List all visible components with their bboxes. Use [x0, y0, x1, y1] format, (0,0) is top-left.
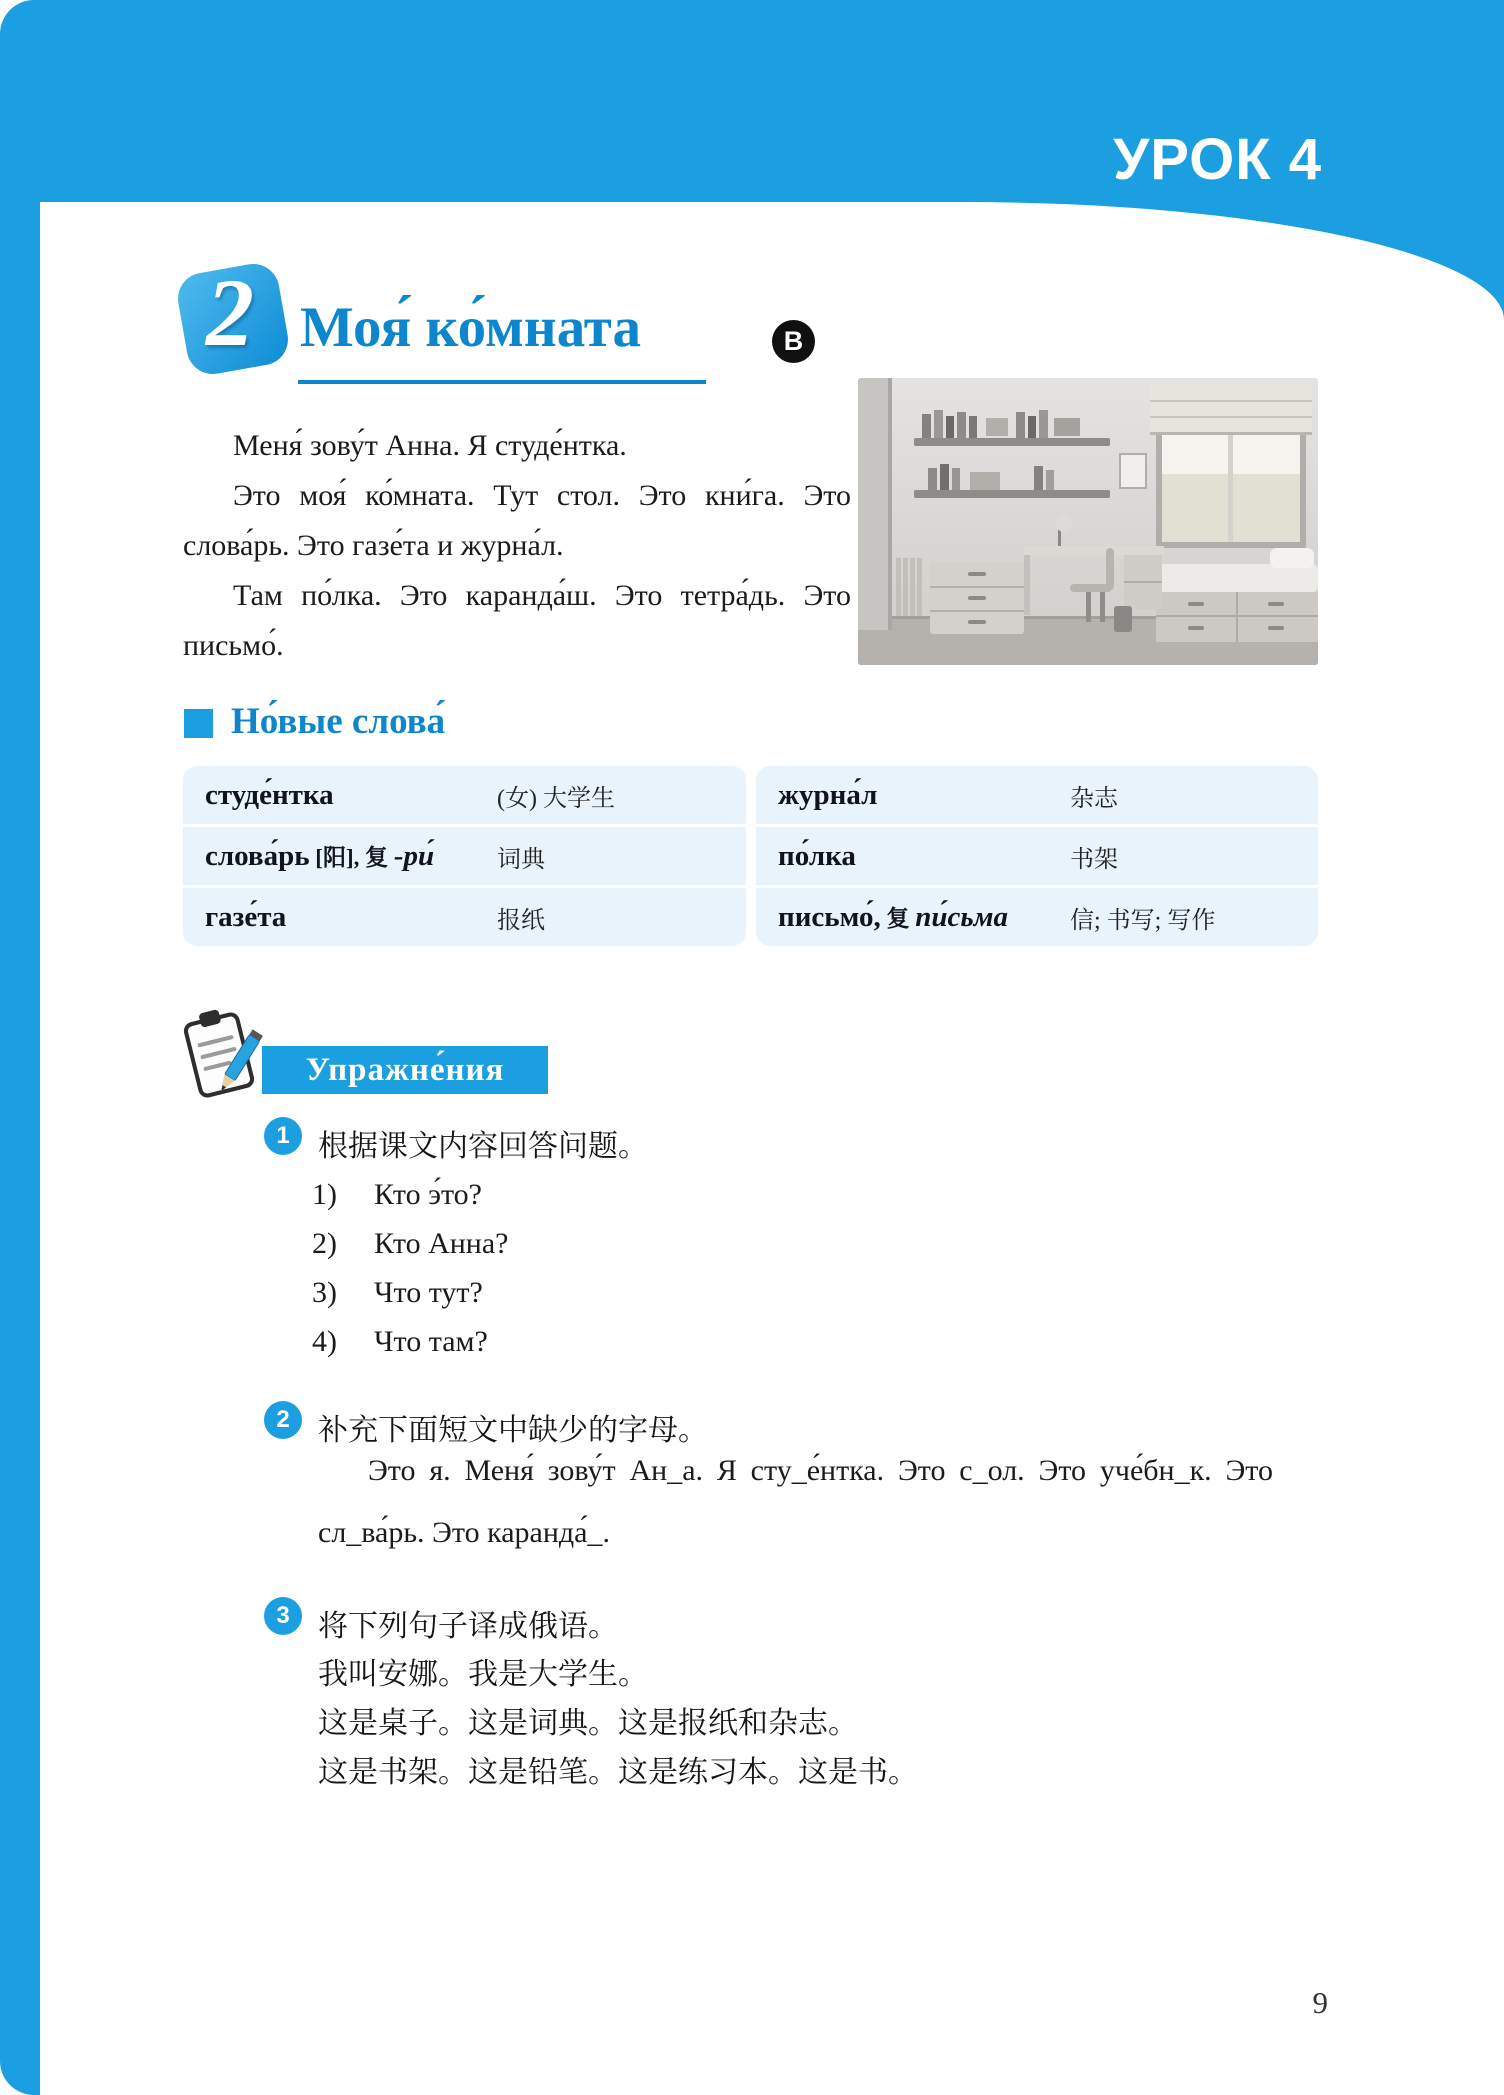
exercise-3-instruction: 将下列句子译成俄语。 [318, 1610, 618, 1643]
vocab-table-right [756, 766, 1318, 946]
vocab-word [778, 779, 1070, 812]
vocab-word-text: по́лка [778, 839, 856, 872]
translation-sentences [318, 1650, 918, 1797]
fill-blank-passage: Это я. Меня́ зову́т Ан_а. Я сту_е́нтка. Это с_ол. Это уче́бн_к. Это сл_ва́рь. Это каранда́_. [318, 1454, 1273, 1549]
vocab-row [756, 766, 1318, 827]
question-item [312, 1268, 509, 1317]
question-text: Что там? [374, 1325, 488, 1358]
vocab-row [183, 766, 746, 827]
reading-text [183, 421, 851, 671]
vocab-word [778, 840, 1070, 873]
question-number: 2) [312, 1227, 337, 1260]
exercise-2-instruction: 补充下面短文中缺少的字母。 [318, 1414, 708, 1447]
exercise-1-instruction: 根据课文内容回答问题。 [318, 1130, 648, 1163]
vocab-section-title: Но́вые слова́ [231, 701, 446, 742]
vocab-word-text: журна́л [778, 778, 878, 811]
question-item [312, 1170, 509, 1219]
lesson-header: УРОК 4 [1113, 127, 1322, 192]
vocab-meaning: 信; 书写; 写作 [1070, 907, 1216, 934]
exercise-3-marker: 3 [264, 1597, 302, 1635]
vocab-word [205, 901, 497, 934]
vocab-meaning: 书架 [1070, 846, 1118, 873]
exercise-1-marker: 1 [264, 1117, 302, 1155]
vocab-word-tag: [阳], 复 [309, 845, 394, 870]
room-illustration-svg [858, 378, 1318, 665]
audio-badge-icon: B [772, 320, 815, 363]
translation-sentence: 这是桌子。这是词典。这是报纸和杂志。 [318, 1707, 858, 1740]
vocab-word-tag: 复 [880, 906, 916, 931]
vocab-word [205, 839, 497, 873]
reading-paragraph: Меня́ зову́т Анна. Я студе́нтка. [233, 429, 627, 462]
vocab-meaning: 词典 [497, 846, 545, 873]
question-item [312, 1317, 509, 1366]
vocab-row [756, 888, 1318, 946]
section-title: Моя́ ко́мната [300, 296, 641, 359]
exercises-banner [262, 1046, 548, 1094]
exercise-2-marker: 2 [264, 1401, 302, 1439]
vocab-word-plural: -ри́ [393, 840, 435, 872]
question-number: 3) [312, 1276, 337, 1309]
question-text: Кто э́то? [374, 1178, 482, 1211]
vocab-word-text: слова́рь [205, 840, 310, 872]
question-text: Что тут? [374, 1276, 483, 1309]
vocab-meaning: 报纸 [497, 907, 545, 934]
question-number: 4) [312, 1325, 337, 1358]
vocab-word-text: газе́та [205, 900, 287, 933]
page-number: 9 [1312, 1985, 1328, 2020]
room-photo-illustration [858, 378, 1318, 665]
exercises-title: Упражне́ния [305, 1051, 505, 1088]
vocab-word-text: письмо́, [778, 901, 881, 933]
question-item [312, 1219, 509, 1268]
translation-sentence: 我叫安娜。我是大学生。 [318, 1658, 648, 1691]
vocab-table-left [183, 766, 746, 946]
vocab-word [205, 779, 497, 812]
vocab-row [183, 827, 746, 888]
vocab-word-text: студе́нтка [205, 778, 334, 811]
translation-sentence: 这是书架。这是铅笔。这是练习本。这是书。 [318, 1756, 918, 1789]
reading-paragraph: Там по́лка. Это каранда́ш. Это тетра́дь. Это письмо́. [183, 579, 851, 662]
vocab-row [183, 888, 746, 946]
question-list [312, 1170, 509, 1366]
vocab-section-bullet-icon [184, 709, 213, 738]
vocab-meaning: (女) 大学生 [497, 785, 615, 812]
reading-paragraph: Это моя́ ко́мната. Тут стол. Это кни́га. Это слова́рь. Это газе́та и журна́л. [183, 479, 851, 562]
section-number: 2 [206, 259, 254, 366]
question-number: 1) [312, 1178, 337, 1211]
vocab-meaning: 杂志 [1070, 785, 1118, 812]
vocab-word [778, 900, 1070, 934]
vocab-word-plural: пи́сьма [915, 901, 1008, 933]
title-underline [298, 380, 706, 384]
clipboard-pencil-icon [170, 1000, 268, 1110]
question-text: Кто Анна? [374, 1227, 509, 1260]
vocab-row [756, 827, 1318, 888]
